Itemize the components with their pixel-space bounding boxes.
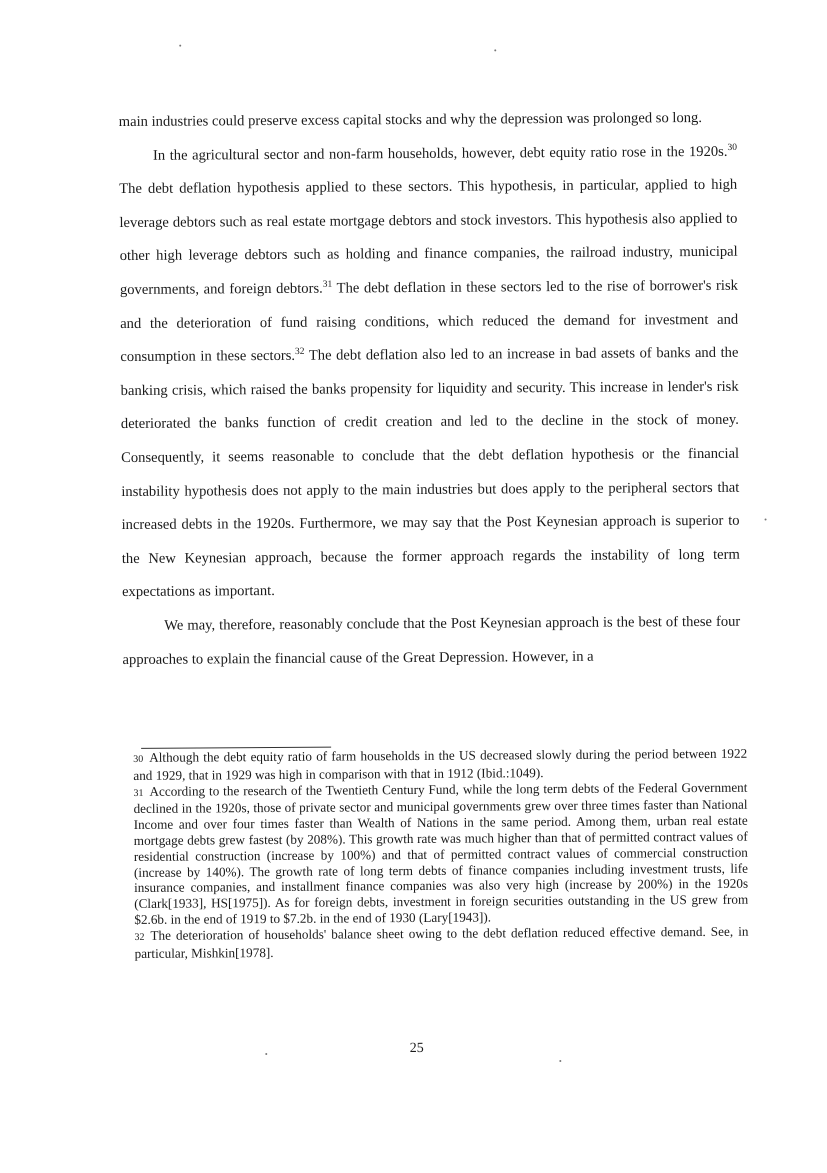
paragraph-text-segment: The debt deflation in these sectors led to the rise of borrower's risk and the deterioration of fund raising conditions, which reduced the demand for investment and consumption in these sectors. xyxy=(120,277,739,366)
scan-speck xyxy=(765,519,767,521)
footnote-number: 30 xyxy=(133,753,144,765)
footnote-text: The deterioration of households' balance sheet owing to the debt deflation reduced effective demand. See, in particular, Mishkin[1978]. xyxy=(134,923,749,961)
scan-speck xyxy=(265,1053,267,1055)
scan-speck xyxy=(494,49,496,51)
body-text xyxy=(119,102,741,677)
paragraph-debt-deflation xyxy=(119,135,740,610)
footnote-text: Although the debt equity ratio of farm households in the US decreased slowly during the period between 1922 and 1929, that in 1929 was high in comparison with that in 1912 (Ibid.:1049). xyxy=(133,745,748,783)
footnote-30 xyxy=(133,746,747,784)
paragraph-conclusion: We may, therefore, reasonably conclude that the Post Keynesian approach is the best of these four approaches to explain the financial cause of the Great Depression. However, in a xyxy=(122,613,741,668)
scan-speck xyxy=(559,1060,561,1062)
footnote-number: 32 xyxy=(134,931,145,943)
footnote-32 xyxy=(134,923,748,961)
paragraph-text-segment: In the agricultural sector and non-farm households, however, debt equity ratio rose in the 1920s. xyxy=(152,143,728,164)
footnote-text: According to the research of the Twentieth Century Fund, while the long term debts of the Federal Government declined in the 1920s, those of private sector and municipal governments grew over three times faster than National Income and over four times faster than Wealth of Nations in the same period. Among them, urban real estate mortgage debts grew fastest (by 208%). This growth rate was much higher than that of permitted contract values of residential construction (increase by 100%) and that of permitted contract values of commercial construction (increase by 140%). The growth rate of long term debts of finance companies including investment trusts, life insurance companies, and installment finance companies was also very high (increase by 200%) in the 1920s (Clark[1933], HS[1975]). As for foreign debts, investment in foreign securities outstanding in the US grew from $2.6b. in the end of 1919 to $7.2b. in the end of 1930 (Lary[1943]). xyxy=(133,779,749,927)
page-number: 25 xyxy=(409,1040,424,1057)
paragraph-text-segment: The debt deflation hypothesis applied to these sectors. This hypothesis, in particular, applied to high leverage debtors such as real estate mortgage debtors and stock investors. This hypothesis also applied to other high leverage debtors such as holding and finance companies, the railroad industry, municipal governments, and foreign debtors. xyxy=(119,176,738,299)
scan-speck xyxy=(179,45,181,47)
footnote-number: 31 xyxy=(133,787,144,799)
paragraph-continuation: main industries could preserve excess capital stocks and why the depression was prolonged so long. xyxy=(118,109,703,131)
footnote-ref-32[interactable]: 32 xyxy=(294,347,305,358)
footnote-ref-31[interactable]: 31 xyxy=(322,279,333,290)
footnotes xyxy=(133,746,748,962)
footnote-31 xyxy=(133,779,748,927)
paragraph-text-segment: The debt deflation also led to an increase in bad assets of banks and the banking crisis, which raised the banks propensity for liquidity and security. This increase in lender's risk deteriorated the banks function of credit creation and led to the decline in the stock of money. Consequently, it seems reasonable to conclude that the debt deflation hypothesis or the financial instability hypothesis does not apply to the main industries but does apply to the peripheral sectors that increased debts in the 1920s. Furthermore, we may say that the Post Keynesian approach is superior to the New Keynesian approach, because the former approach regards the instability of long term expectations as important. xyxy=(120,344,740,601)
footnote-ref-30[interactable]: 30 xyxy=(727,142,737,153)
